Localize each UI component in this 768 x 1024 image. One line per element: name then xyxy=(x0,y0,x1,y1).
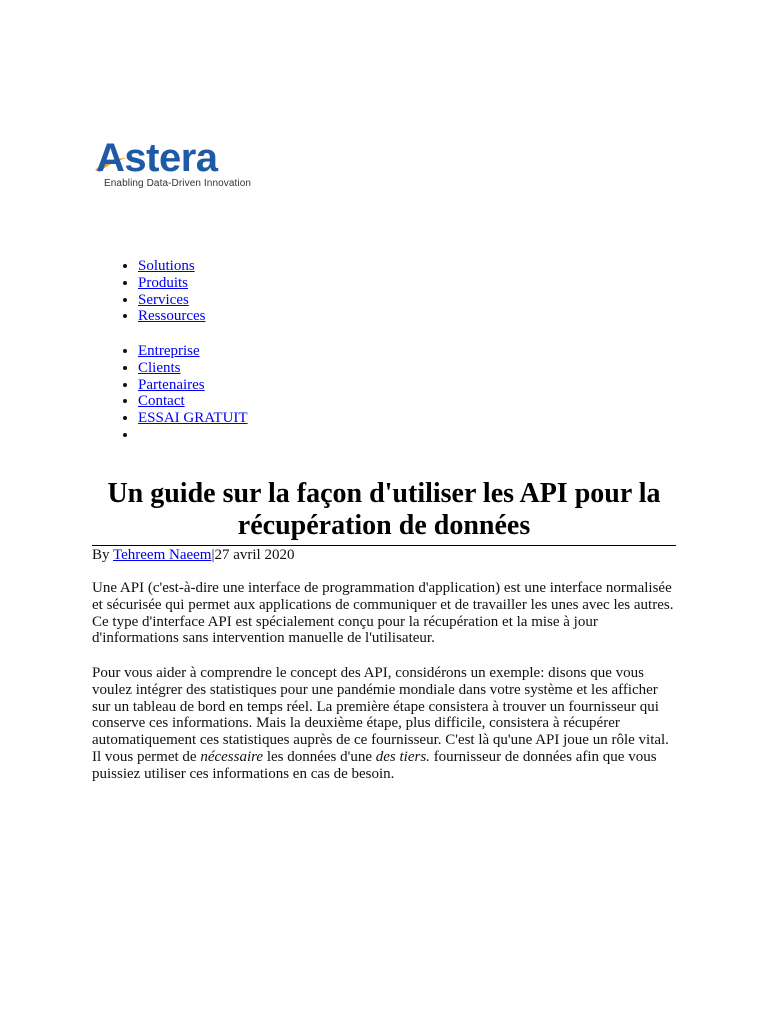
nav-link-partenaires[interactable]: Partenaires xyxy=(138,376,205,393)
nav-item-clients xyxy=(138,360,248,377)
title-divider xyxy=(92,545,676,546)
article-paragraph-2 xyxy=(92,665,677,783)
nav-item-entreprise xyxy=(138,343,248,360)
paragraph-2-text-2: les données d'une xyxy=(263,748,376,765)
nav-link-essai-gratuit[interactable]: ESSAI GRATUIT xyxy=(138,410,248,427)
nav-link-produits[interactable]: Produits xyxy=(138,274,189,291)
logo-tagline: Enabling Data-Driven Innovation xyxy=(104,178,252,189)
nav-item-solutions xyxy=(138,258,206,275)
paragraph-2-text-1: Pour vous aider à comprendre le concept des API, considérons un exemple: disons que vous voulez intégrer des statistiques pour une pandémie mondiale dans votre système et les afficher sur un tableau de bord en temps réel. La première étape consistera à trouver un fournisseur qui conserve ces informations. Mais la deuxième étape, plus difficile, consistera à récupérer automatiquement ces statistiques auprès de ce fournisseur. C'est là qu'une API joue un rôle vital. Il vous permet de xyxy=(92,665,669,765)
nav-link-services[interactable]: Services xyxy=(138,291,189,308)
nav-link-solutions[interactable]: Solutions xyxy=(138,258,195,274)
paragraph-2-emphasis-2: des tiers. xyxy=(375,748,430,765)
publish-date: 27 avril 2020 xyxy=(214,547,295,563)
article-paragraph-1: Une API (c'est-à-dire une interface de programmation d'application) est une interface normalisée et sécurisée qui permet aux applications de communiquer et de travailler les unes avec les autres. Ce type d'interface API est spécialement conçu pour la récupération et la mise à jour d'informations sans intervention manuelle de l'utilisateur. xyxy=(92,580,674,647)
nav-link-contact[interactable]: Contact xyxy=(138,393,185,410)
nav-item-empty xyxy=(138,427,248,444)
nav-item-ressources xyxy=(138,308,206,325)
primary-nav xyxy=(96,258,206,325)
article-title: Un guide sur la façon d'utiliser les API pour la récupération de données xyxy=(107,478,661,541)
logo-wordmark: Astera xyxy=(96,136,218,180)
byline-separator: | xyxy=(211,547,215,563)
nav-item-produits xyxy=(138,275,206,292)
nav-item-contact xyxy=(138,393,248,410)
secondary-nav xyxy=(96,343,248,444)
nav-link-clients[interactable]: Clients xyxy=(138,359,181,376)
author-link[interactable]: Tehreem Naeem xyxy=(112,547,212,563)
nav-item-partenaires xyxy=(138,377,248,394)
article-byline xyxy=(92,547,294,564)
paragraph-2-emphasis-1: nécessaire xyxy=(200,748,264,765)
byline-prefix: By xyxy=(92,547,113,563)
paragraph-2-text-3: fournisseur de données afin que vous puissiez utiliser ces informations en cas de besoin. xyxy=(92,748,657,782)
nav-link-entreprise[interactable]: Entreprise xyxy=(138,343,200,359)
nav-link-ressources[interactable]: Ressources xyxy=(138,308,206,325)
astera-logo[interactable] xyxy=(96,136,256,192)
nav-item-essai-gratuit xyxy=(138,410,248,427)
nav-item-services xyxy=(138,292,206,309)
